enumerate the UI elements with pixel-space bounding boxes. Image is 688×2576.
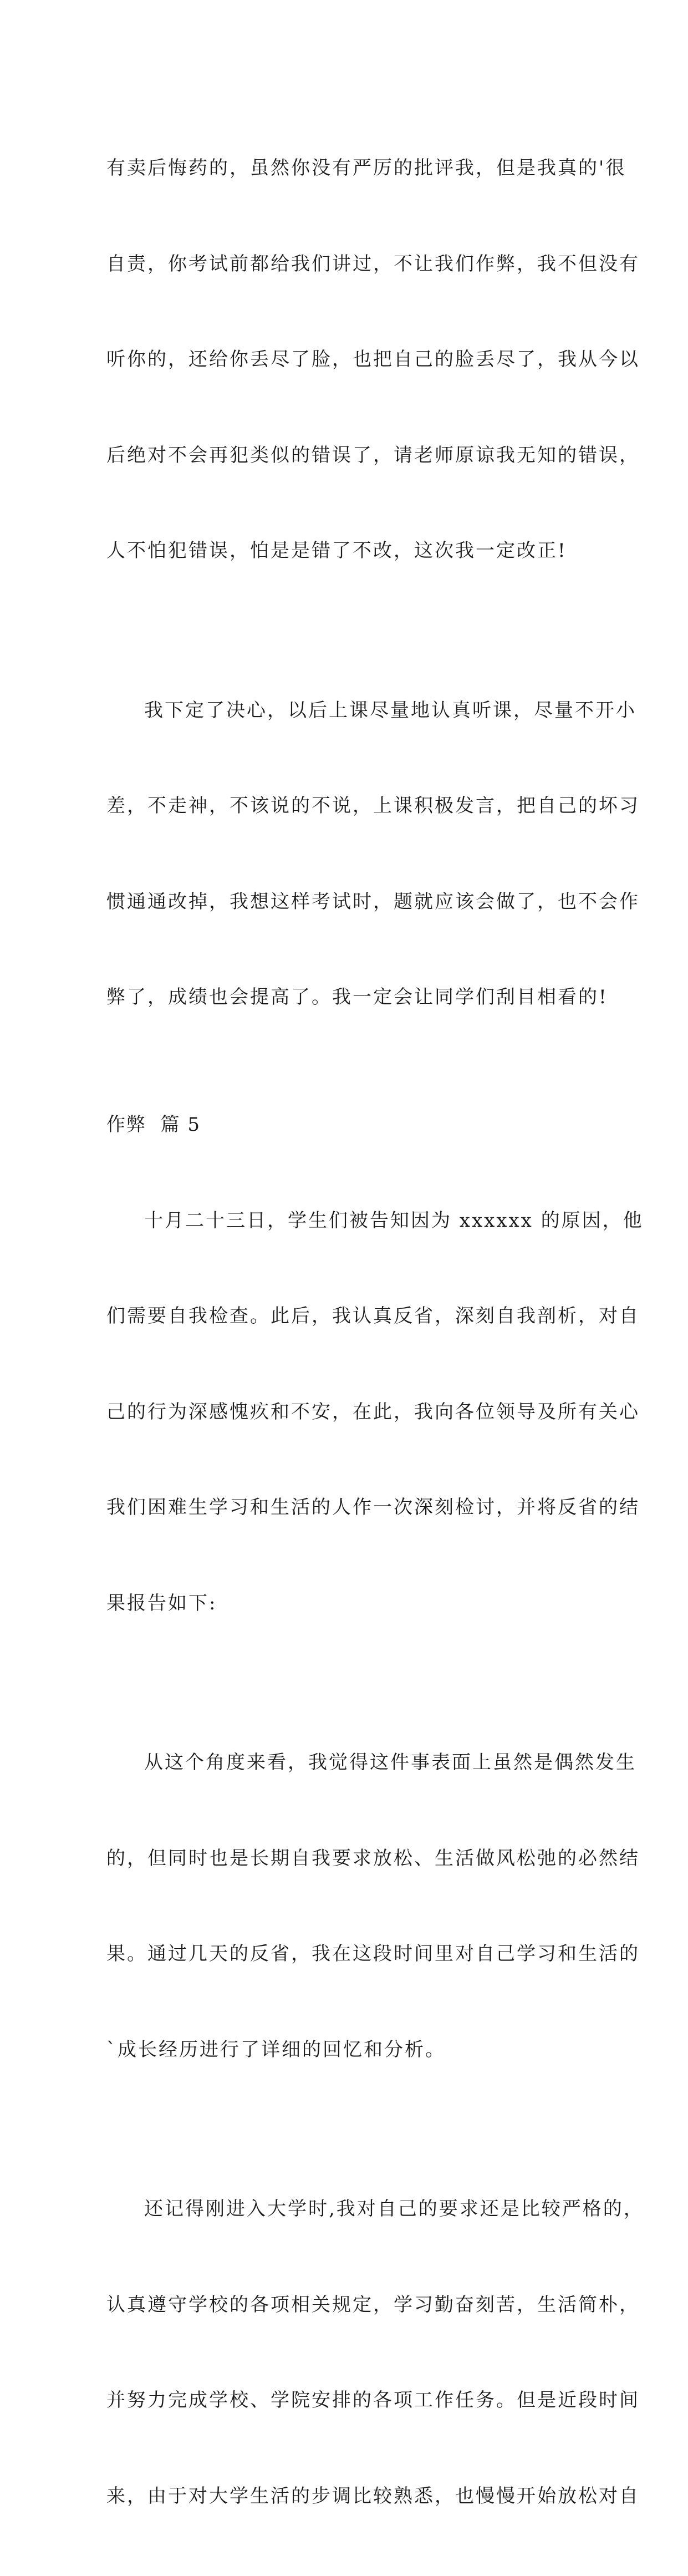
- text-line: 差，不走神，不该说的不说，上课积极发言，把自己的坏习: [106, 795, 640, 817]
- paragraph-1: [106, 89, 640, 631]
- text-line: 己的行为深感愧疚和不安，在此，我向各位领导及所有关心: [106, 1400, 640, 1423]
- spacer: [106, 1078, 594, 1110]
- text-line: 我们困难生学习和生活的人作一次深刻检讨，并将反省的结: [106, 1496, 640, 1518]
- text-line: 有卖后悔药的，虽然你没有严厉的批评我，但是我真的'很: [106, 157, 626, 179]
- text-line: 从这个角度来看，我觉得这件事表面上虽然是偶然发生: [144, 1751, 636, 1774]
- text-line: 的，但同时也是长期自我要求放松、生活做风松弛的必然结: [106, 1847, 640, 1869]
- text-line: 后绝对不会再犯类似的错误了，请老师原谅我无知的错误，: [106, 444, 640, 466]
- text-line: 十月二十三日，学生们被告知因为 xxxxxx 的原因，他: [144, 1209, 644, 1232]
- text-line: 们需要自我检查。此后，我认真反省，深刻自我剖析，对自: [106, 1305, 640, 1327]
- text-line: 果。通过几天的反省，我在这段时间里对自己学习和生活的: [106, 1943, 640, 1965]
- text-line: 我下定了决心，以后上课尽量地认真听课，尽量不开小: [144, 699, 636, 722]
- paragraph-3: [106, 1141, 644, 1684]
- text-line: 认真遵守学校的各项相关规定，学习勤奋刻苦，生活简朴，: [106, 2293, 640, 2316]
- text-line: 并努力完成学校、学院安排的各项工作任务。但是近段时间: [106, 2389, 640, 2411]
- text-line: 惯通通改掉，我想这样考试时，题就应该会做了，也不会作: [106, 890, 640, 913]
- text-line: 来，由于对大学生活的步调比较熟悉，也慢慢开始放松对自: [106, 2484, 640, 2507]
- paragraph-2: [106, 631, 640, 1078]
- text-line: `成长经历进行了详细的回忆和分析。: [106, 2038, 446, 2061]
- text-line: 还记得刚进入大学时,我对自己的要求还是比较严格的，: [144, 2198, 644, 2220]
- document-body: [106, 89, 644, 2576]
- text-line: 自责，你考试前都给我们讲过，不让我们作弊，我不但没有: [106, 252, 640, 275]
- paragraph-4: [106, 1683, 640, 2130]
- section-heading: 作弊 篇 5: [106, 1114, 201, 1136]
- text-line: 弊了，成绩也会提高了。我一定会让同学们刮目相看的!: [106, 986, 608, 1008]
- paragraph-5: [106, 2130, 644, 2576]
- text-line: 听你的，还给你丢尽了脸，也把自己的脸丢尽了，我从今以: [106, 348, 640, 370]
- text-line: 果报告如下:: [106, 1592, 217, 1614]
- text-line: 人不怕犯错误，怕是是错了不改，这次我一定改正!: [106, 540, 567, 562]
